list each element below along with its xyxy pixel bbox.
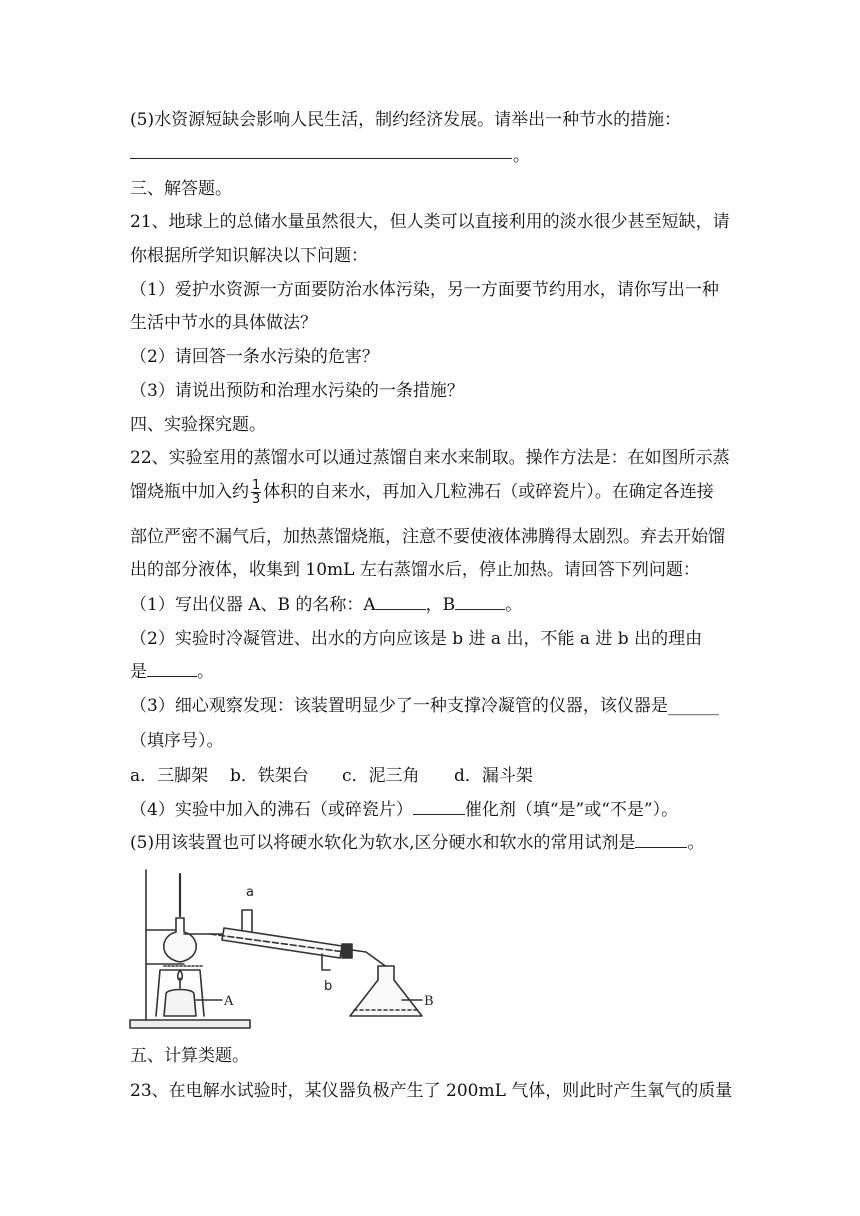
sub5-text-a: (5)用该装置也可以将硬水软化为软水,区分硬水和软水的常用试剂是 [130, 833, 636, 853]
label-A: A [224, 994, 234, 1009]
sub2-text-a: 是 [130, 662, 147, 682]
question-22-sub2-line-2 [130, 660, 214, 684]
sub5-text-b: 。 [687, 833, 705, 853]
sub4-text-b: 催化剂（填“是”或“不是”）。 [464, 800, 679, 820]
question-22-line-1: 22、实验室用的蒸馏水可以通过蒸馏自来水来制取。操作方法是：在如图所示蒸 [130, 448, 730, 468]
question-21-sub2: （2）请回答一条水污染的危害？ [130, 347, 379, 367]
question-22-line-2-start: 馏烧瓶中加入约 [130, 482, 249, 502]
distillation-flask [164, 918, 197, 962]
question-23-line-1: 23、在电解水试验时，某仪器负极产生了 200mL 气体，则此时产生氧气的质量 [130, 1081, 733, 1101]
fraction-one-third [251, 479, 261, 506]
question-21-sub1-line-2: 生活中节水的具体做法？ [130, 313, 317, 333]
option-a: a．三脚架 [130, 766, 209, 786]
question-21-sub3: （3）请说出预防和治理水污染的一条措施？ [130, 381, 464, 401]
question-21-line-2: 你根据所学知识解决以下问题： [130, 246, 368, 266]
answer-underline [130, 158, 512, 159]
question-5-water-saving: (5)水资源短缺会影响人民生活，制约经济发展。请举出一种节水的措施： [130, 110, 682, 130]
stand-base [130, 1020, 250, 1028]
fraction-numerator: 1 [252, 478, 261, 493]
question-22-sub3-line-1: （3）细心观察发现：该装置明显少了一种支撑冷凝管的仪器，该仪器是______ [130, 696, 719, 716]
question-22-line-3: 部位严密不漏气后，加热蒸馏烧瓶，注意不要使液体沸腾得太剧烈。弃去开始馏 [130, 527, 725, 547]
option-list [130, 764, 533, 788]
adapter-stopper [342, 944, 352, 958]
question-22-sub5 [130, 831, 704, 855]
label-b: b [324, 979, 333, 994]
question-22-line-4: 出的部分液体，收集到 10mL 左右蒸馏水后，停止加热。请回答下列问题： [130, 560, 700, 580]
sub1-text-a: （1）写出仪器 A、B 的名称：A [130, 595, 376, 615]
question-22-line-2 [130, 479, 714, 506]
option-d: d．漏斗架 [454, 766, 533, 786]
blank-catalyst [413, 798, 465, 815]
label-B: B [424, 994, 434, 1009]
section-heading-5: 五、计算类题。 [130, 1046, 249, 1066]
blank-reason [147, 660, 197, 677]
sub1-text-b: ，B [425, 595, 456, 615]
label-a: a [246, 885, 254, 900]
blank-A [376, 593, 426, 610]
fraction-denominator: 3 [252, 492, 261, 507]
section-heading-4: 四、实验探究题。 [130, 415, 266, 435]
answer-period: 。 [513, 146, 530, 166]
sub4-text-a: （4）实验中加入的沸石（或碎瓷片） [130, 800, 413, 820]
sub2-text-b: 。 [197, 662, 214, 682]
alcohol-lamp [164, 990, 196, 1017]
water-outlet-a [242, 910, 252, 932]
question-22-sub1 [130, 593, 522, 617]
section-heading-3: 三、解答题。 [130, 179, 232, 199]
option-b: b．铁架台 [230, 766, 309, 786]
conical-flask [350, 966, 422, 1016]
question-22-sub3-line-2: （填序号）。 [130, 731, 224, 751]
question-22-sub2-line-1: （2）实验时冷凝管进、出水的方向应该是 b 进 a 出，不能 a 进 b 出的理由 [130, 629, 703, 649]
question-22-sub4 [130, 798, 678, 822]
distillation-apparatus-figure [126, 866, 446, 1032]
question-21-line-1: 21、地球上的总储水量虽然很大，但人类可以直接利用的淡水很少甚至短缺，请 [130, 212, 730, 232]
question-22-line-2-end: 体积的自来水，再加入几粒沸石（或碎瓷片）。在确定各连接 [263, 482, 714, 502]
blank-B [455, 593, 505, 610]
blank-reagent [635, 831, 687, 848]
sub1-text-c: 。 [505, 595, 523, 615]
option-c: c．泥三角 [342, 766, 420, 786]
question-21-sub1-line-1: （1）爱护水资源一方面要防治水体污染，另一方面要节约用水，请你写出一种 [130, 280, 719, 300]
